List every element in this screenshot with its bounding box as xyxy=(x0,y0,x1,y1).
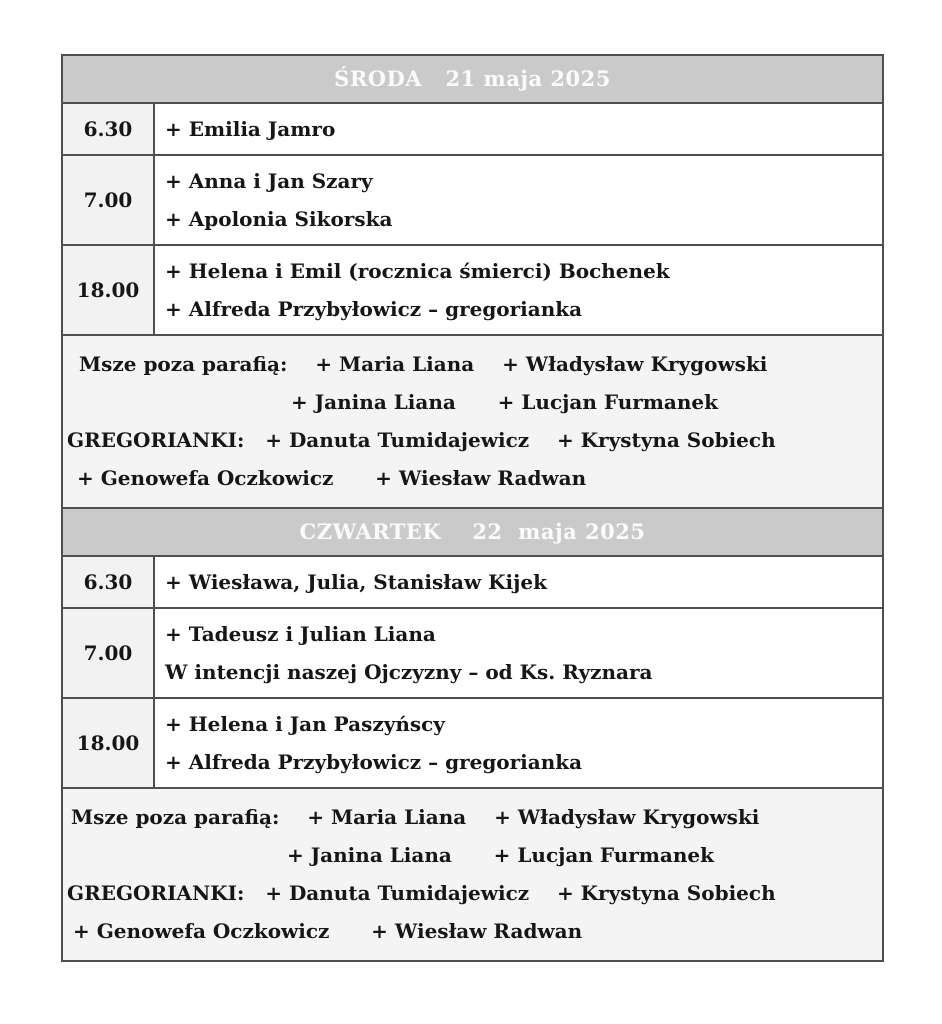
mass-intention: + Wiesława, Julia, Stanisław Kijek xyxy=(165,570,547,594)
mass-time: 7.00 xyxy=(63,609,155,697)
mass-intention: + Alfreda Przybyłowicz – gregorianka xyxy=(165,297,583,321)
mass-intention: + Tadeusz i Julian Liana xyxy=(165,622,436,646)
mass-intentions-cell xyxy=(155,246,882,334)
day-header xyxy=(63,56,882,104)
mass-intention: + Alfreda Przybyłowicz – gregorianka xyxy=(165,750,583,774)
notes-block xyxy=(63,336,882,509)
mass-time: 6.30 xyxy=(63,557,155,607)
mass-intention: + Helena i Jan Paszyńscy xyxy=(165,712,445,736)
mass-intentions-cell xyxy=(155,699,882,787)
note-line: GREGORIANKI: + Danuta Tumidajewicz + Krystyna Sobiech xyxy=(67,881,776,905)
mass-row xyxy=(63,557,882,609)
mass-row xyxy=(63,156,882,246)
mass-intention: + Emilia Jamro xyxy=(165,117,336,141)
mass-intention: + Helena i Emil (rocznica śmierci) Bochenek xyxy=(165,259,670,283)
mass-time: 7.00 xyxy=(63,156,155,244)
day-header-label: CZWARTEK 22 maja 2025 xyxy=(299,519,646,544)
mass-time: 18.00 xyxy=(63,246,155,334)
mass-intentions-cell xyxy=(155,156,882,244)
mass-row xyxy=(63,699,882,789)
notes-block xyxy=(63,789,882,960)
mass-intentions-table xyxy=(61,54,884,962)
mass-intentions-cell xyxy=(155,104,882,154)
mass-intentions-cell xyxy=(155,557,882,607)
note-line: GREGORIANKI: + Danuta Tumidajewicz + Krystyna Sobiech xyxy=(67,428,776,452)
mass-intention: W intencji naszej Ojczyzny – od Ks. Ryznara xyxy=(165,660,653,684)
day-header xyxy=(63,509,882,557)
mass-time: 6.30 xyxy=(63,104,155,154)
mass-time: 18.00 xyxy=(63,699,155,787)
note-line: Msze poza parafią: + Maria Liana + Władysław Krygowski xyxy=(79,352,768,376)
mass-row xyxy=(63,246,882,336)
note-line: Msze poza parafią: + Maria Liana + Władysław Krygowski xyxy=(71,805,760,829)
mass-intention: + Apolonia Sikorska xyxy=(165,207,393,231)
mass-intention: + Anna i Jan Szary xyxy=(165,169,373,193)
day-header-label: ŚRODA 21 maja 2025 xyxy=(334,66,611,91)
mass-row xyxy=(63,104,882,156)
mass-intentions-cell xyxy=(155,609,882,697)
note-line: + Genowefa Oczkowicz + Wiesław Radwan xyxy=(77,466,587,490)
note-line: + Janina Liana + Lucjan Furmanek xyxy=(287,843,715,867)
note-line: + Janina Liana + Lucjan Furmanek xyxy=(291,390,719,414)
note-line: + Genowefa Oczkowicz + Wiesław Radwan xyxy=(73,919,583,943)
mass-row xyxy=(63,609,882,699)
